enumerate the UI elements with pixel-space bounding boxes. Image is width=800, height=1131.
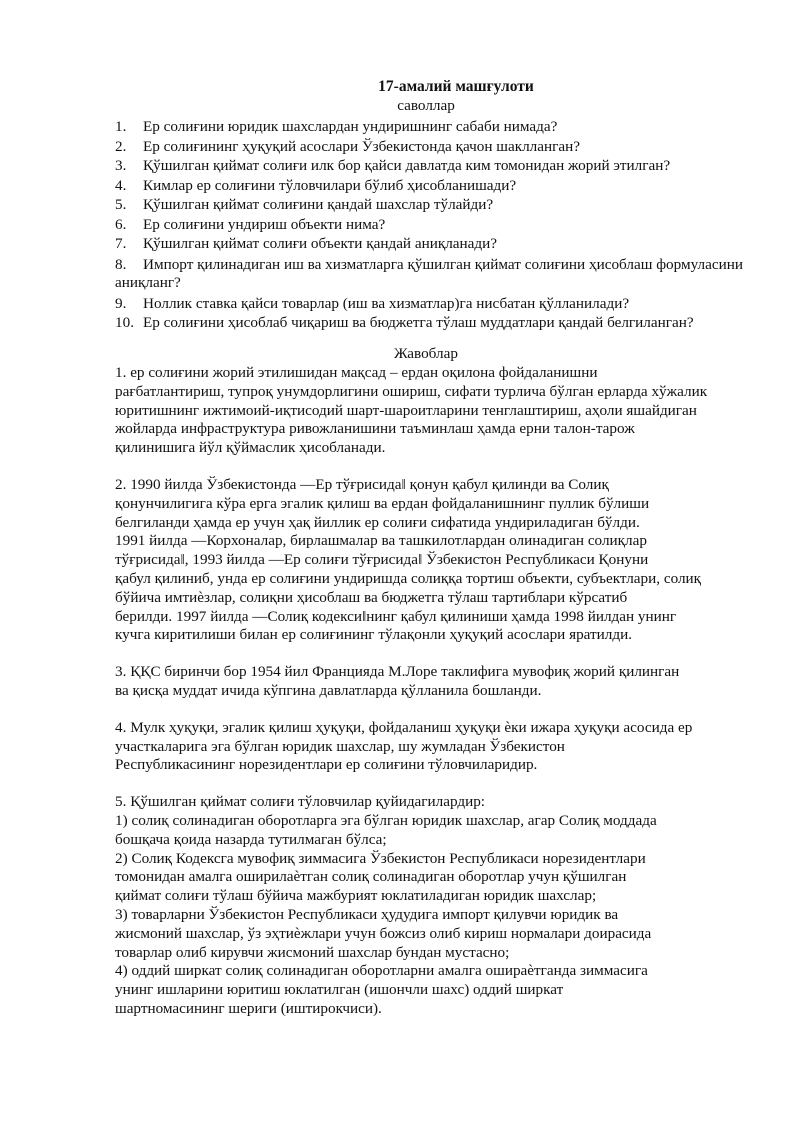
answers-body <box>115 364 743 1019</box>
list-item <box>115 195 743 215</box>
item-number: 7. <box>115 235 127 252</box>
answer-line: бўйича имтиѐзлар, солиқни ҳисоблаш ва бюджетга тўлаш тартиблари кўрсатиб <box>115 588 628 606</box>
item-number: 1. <box>115 118 127 135</box>
answer-line: жойларда инфраструктура ривожланишини таъминлаш ҳамда ерни талон-тарож <box>115 420 635 438</box>
item-text: Кимлар ер солиғини тўловчилари бўлиб ҳисобланишади? <box>143 176 517 194</box>
answer-line: бошқача қоида назарда тутилмаган бўлса; <box>115 830 387 848</box>
answer-line: 4. Мулк ҳуқуқи, эгалик қилиш ҳуқуқи, фойдаланиш ҳуқуқи ѐки ижара ҳуқуқи асосида ер <box>115 718 693 736</box>
list-item <box>115 313 743 333</box>
answer-line: 2) Солиқ Кодексга мувофиқ зиммасига Ўзбекистон Республикаси норезидентлари <box>115 849 646 867</box>
item-text: Ер солиғининг ҳуқуқий асослари Ўзбекистонда қачон шаклланган? <box>143 137 580 155</box>
item-number: 5. <box>115 196 127 213</box>
list-item <box>115 176 743 196</box>
answer-line: 1991 йилда ―Корхоналар, бирлашмалар ва ташкилотлардан олинадиган солиқлар <box>115 532 647 550</box>
answer-line: қонунчилигига кўра ерга эгалик қилиш ва ердан фойдаланишнинг пуллик бўлиши <box>115 494 650 512</box>
answer-line: томонидан амалга оширилаѐтган солиқ солинадиган оборотлар учун қўшилган <box>115 868 627 886</box>
item-number: 3. <box>115 157 127 174</box>
item-text: Қўшилган қиймат солиғи илк бор қайси давлатда ким томонидан жорий этилган? <box>143 157 671 174</box>
answer-line: унинг ишларини юритиш юклатилган (ишончли шахс) оддий ширкат <box>115 981 564 999</box>
item-number: 4. <box>115 176 127 194</box>
item-number: 10. <box>115 314 134 331</box>
questions-heading: саволлар <box>397 97 455 114</box>
answer-line: белгиланди ҳамда ер учун ҳақ йиллик ер солиғи сифатида ундириладиган бўлди. <box>115 513 640 531</box>
answer-line: тўғрисида‖, 1993 йилда ―Ер солиғи тўғрисида‖ Ўзбекистон Республикаси Қонуни <box>115 551 649 569</box>
item-text: Қўшилган қиймат солиғи объекти қандай аниқланади? <box>143 235 498 252</box>
answer-line: қилинишига йўл қўймаслик ҳисобланади. <box>115 439 386 457</box>
answer-line: 4) оддий ширкат солиқ солинадиган оборотларни амалга ошираѐтганда зиммасига <box>115 962 648 980</box>
answer-line: 3. ҚҚС биринчи бор 1954 йил Францияда М.Лоре таклифига мувофиқ жорий қилинган <box>115 663 680 681</box>
item-number: 8. <box>115 255 127 273</box>
item-text: Ноллик ставка қайси товарлар (иш ва хизматлар)га нисбатан қўлланилади? <box>143 294 630 312</box>
answer-line: кучга киритилиши билан ер солиғининг тўлақонли ҳуқуқий асослари яратилди. <box>115 626 633 644</box>
answer-line: товарлар олиб кирувчи жисмоний шахслар бундан мустасно; <box>115 943 510 961</box>
item-text: Қўшилган қиймат солиғини қандай шахслар тўлайди? <box>143 196 494 213</box>
answer-line: 3) товарларни Ўзбекистон Республикаси ҳудудига импорт қилувчи юридик ва <box>115 905 619 923</box>
answer-line: 2. 1990 йилда Ўзбекистонда ―Ер тўғрисида‖ қонун қабул қилинди ва Солиқ <box>115 475 609 493</box>
list-item <box>115 117 743 137</box>
answers-heading: Жавоблар <box>394 345 458 362</box>
answer-line: ва қисқа муддат ичида кўпгина давлатларда қўлланила бошланди. <box>115 681 542 699</box>
item-number: 2. <box>115 137 127 155</box>
answer-line: жисмоний шахслар, ўз эҳтиѐжлари учун божсиз олиб кириш нормалари доирасида <box>115 924 652 942</box>
answer-line: юритишнинг ижтимоий-иқтисодий шарт-шароитларини тенглаштириш, аҳоли яшайдиган <box>115 401 697 419</box>
item-text: Ер солиғини юридик шахслардан ундиришнинг сабаби нимада? <box>143 118 558 135</box>
answer-line: шартномасининг шериги (иштирокчиси). <box>115 999 382 1017</box>
answer-line: 5. Қўшилган қиймат солиғи тўловчилар қуйидагилардир: <box>115 793 486 811</box>
list-item <box>115 234 743 254</box>
item-text: Ер солиғини ҳисоблаб чиқариш ва бюджетга тўлаш муддатлари қандай белгиланган? <box>143 314 694 331</box>
list-item <box>115 137 743 157</box>
list-item <box>115 215 743 235</box>
list-item <box>115 294 743 314</box>
questions-list <box>115 117 743 333</box>
answer-line: рағбатлантириш, тупроқ унумдорлигини ошириш, сифати турлича бўлган ерларда хўжалик <box>115 382 708 400</box>
answer-line: қабул қилиниб, унда ер солиғини ундиришда солиққа тортиш объекти, субъектлари, солиқ <box>115 569 702 587</box>
answer-line: берилди. 1997 йилда ―Солиқ кодекси‖нинг қабул қилиниши ҳамда 1998 йилдан унинг <box>115 607 677 625</box>
answer-line: қиймат солиғи тўлаш бўйича мажбурият юклатиладиган юридик шахслар; <box>115 887 597 905</box>
answer-line: участкаларига эга бўлган юридик шахслар, шу жумладан Ўзбекистон <box>115 737 565 755</box>
answer-line: 1. ер солиғини жорий этилишидан мақсад – ердан оқилона фойдаланишни <box>115 364 598 381</box>
answer-line: Республикасининг норезидентлари ер солиғини тўловчиларидир. <box>115 756 538 774</box>
item-text: Ер солиғини ундириш объекти нима? <box>143 215 386 233</box>
page-title: 17-амалий машғулоти <box>378 78 534 95</box>
item-number: 6. <box>115 215 127 233</box>
item-text: Импорт қилинадиган иш ва хизматларга қўшилган қиймат солиғини ҳисоблаш формуласини аниқланг? <box>115 255 743 291</box>
answer-line: 1) солиқ солинадиган оборотларга эга бўлган юридик шахслар, агар Солиқ моддада <box>115 811 657 829</box>
list-item <box>115 156 743 176</box>
item-number: 9. <box>115 294 127 312</box>
list-item <box>115 256 743 292</box>
